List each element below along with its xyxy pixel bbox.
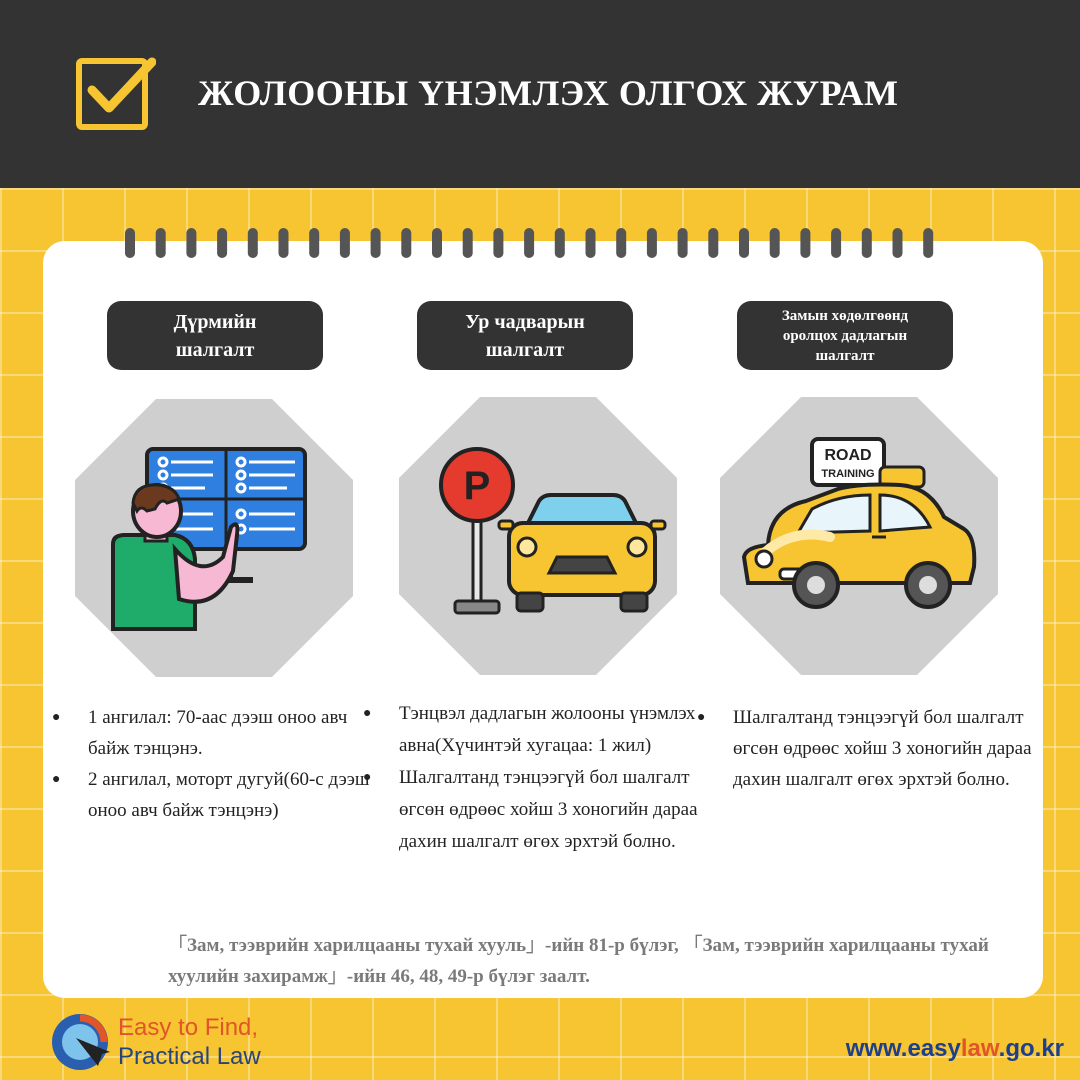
binding-ring bbox=[340, 228, 350, 258]
pill-text-line: Ур чадварын bbox=[465, 310, 585, 333]
list-item: ● Шалгалтанд тэнцээгүй бол шалгалт өгсөн өдрөөс хойш 3 хоногийн дараа дахин шалгалт өгөх эрхтэй болно. bbox=[697, 702, 1032, 795]
pill-rules-test bbox=[107, 301, 323, 370]
binding-ring bbox=[647, 228, 657, 258]
list-item: ● Шалгалтанд тэнцээгүй бол шалгалт өгсөн өдрөөс хойш 3 хоногийн дараа дахин шалгалт өгөх эрхтэй болно. bbox=[363, 762, 703, 858]
binding-ring bbox=[708, 228, 718, 258]
binding-ring bbox=[463, 228, 473, 258]
binding-ring bbox=[248, 228, 258, 258]
binding-ring bbox=[371, 228, 381, 258]
spiral-binding bbox=[0, 226, 1080, 266]
binding-ring bbox=[616, 228, 626, 258]
road-training-car-icon bbox=[720, 397, 998, 675]
list-item: ● 1 ангилал: 70-аас дээш оноо авч байж тэнцэнэ. bbox=[52, 702, 387, 764]
url-suffix: .go.kr bbox=[998, 1035, 1064, 1062]
person-computer-test-icon bbox=[75, 399, 353, 677]
binding-ring bbox=[586, 228, 596, 258]
pill-text-line: оролцох дадлагын bbox=[782, 327, 908, 344]
binding-ring bbox=[862, 228, 872, 258]
binding-ring bbox=[770, 228, 780, 258]
binding-ring bbox=[893, 228, 903, 258]
binding-ring bbox=[678, 228, 688, 258]
bullet-list-road bbox=[697, 702, 1032, 795]
parking-sign-car-icon bbox=[399, 397, 677, 675]
road-sign-text: ROAD bbox=[824, 447, 872, 464]
binding-ring bbox=[186, 228, 196, 258]
list-item: ● 2 ангилал, моторт дугуй(60-с дээш оноо авч байж тэнцэнэ) bbox=[52, 764, 387, 826]
pill-text-line: Замын хөдөлгөөнд bbox=[781, 307, 909, 324]
pill-text-line: Дүрмийн bbox=[173, 310, 257, 333]
binding-ring bbox=[125, 228, 135, 258]
legal-source-note: 「Зам, тээврийн харилцааны тухай хууль」-ийн 81-р бүлэг, 「Зам, тээврийн харилцааны тухай хуулийн захирамж」-ийн 46, 48, 49-р бүлэг заалт. bbox=[168, 935, 989, 987]
binding-ring bbox=[217, 228, 227, 258]
logo-line: Easy to Find, bbox=[118, 1014, 259, 1041]
url-mid: law bbox=[960, 1035, 999, 1062]
binding-ring bbox=[800, 228, 810, 258]
checkbox-check-icon bbox=[76, 56, 156, 132]
pill-text-line: шалгалт bbox=[815, 347, 875, 364]
page-title: ЖОЛООНЫ ҮНЭМЛЭХ ОЛГОХ ЖУРАМ bbox=[198, 73, 899, 113]
pill-text-line: шалгалт bbox=[485, 338, 565, 361]
logo-line: Practical Law bbox=[118, 1043, 261, 1070]
pill-text-line: шалгалт bbox=[175, 338, 255, 361]
pill-road-test bbox=[737, 301, 953, 370]
website-link[interactable] bbox=[846, 1035, 1064, 1063]
binding-ring bbox=[279, 228, 289, 258]
binding-ring bbox=[831, 228, 841, 258]
binding-ring bbox=[739, 228, 749, 258]
road-sign-text: TRAINING bbox=[821, 468, 875, 480]
bullet-list-skill bbox=[363, 698, 703, 858]
binding-ring bbox=[156, 228, 166, 258]
binding-ring bbox=[493, 228, 503, 258]
pill-skill-test bbox=[417, 301, 633, 370]
binding-ring bbox=[555, 228, 565, 258]
svg-text:P: P bbox=[463, 464, 491, 508]
url-prefix: www.easy bbox=[845, 1035, 961, 1062]
binding-ring bbox=[432, 228, 442, 258]
binding-ring bbox=[923, 228, 933, 258]
binding-ring bbox=[309, 228, 319, 258]
bullet-list-rules bbox=[52, 702, 387, 826]
logo-text bbox=[118, 1013, 261, 1071]
header-bar bbox=[0, 0, 1080, 188]
binding-ring bbox=[524, 228, 534, 258]
list-item: ● Тэнцвэл дадлагын жолооны үнэмлэх авна(Хүчинтэй хугацаа: 1 жил) bbox=[363, 698, 703, 762]
binding-ring bbox=[401, 228, 411, 258]
